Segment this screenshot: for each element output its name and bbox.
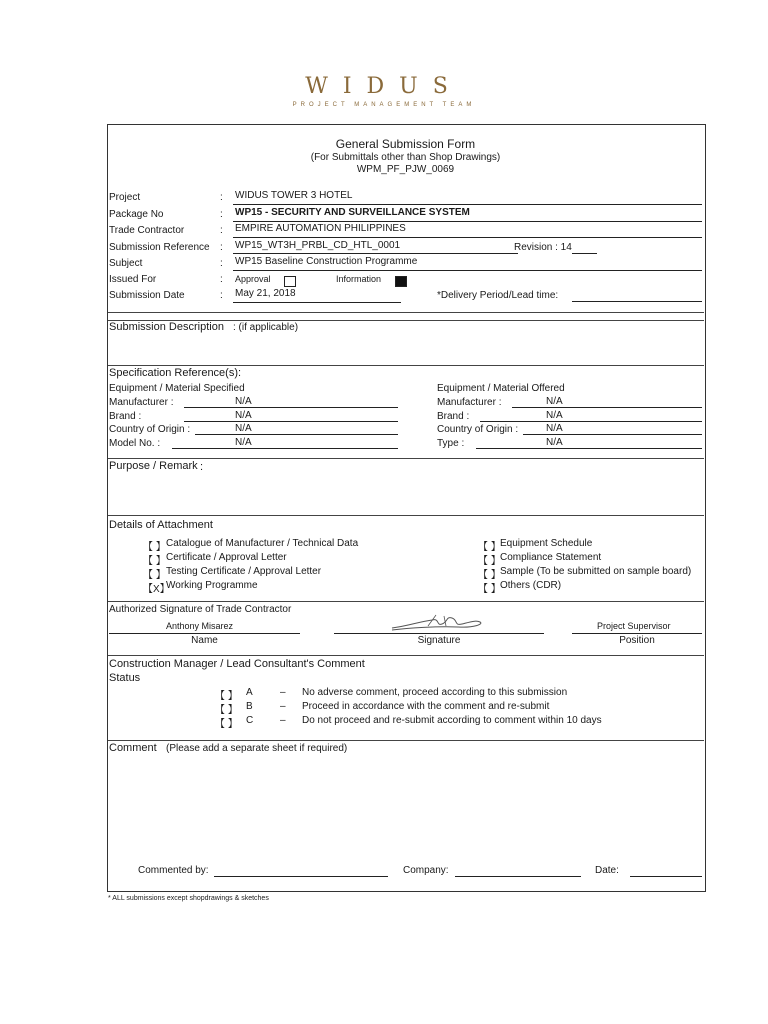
specified-brand-underline [184,421,398,422]
revision-label: Revision : 14 [514,242,572,253]
offered-title: Equipment / Material Offered [437,383,565,394]
name-label: Name [191,635,218,646]
offered-brand-underline [480,421,702,422]
specified-title: Equipment / Material Specified [109,383,245,394]
subject-colon: : [220,258,223,269]
subject-label: Subject [109,258,143,269]
specified-country-underline [195,434,398,435]
position-label: Position [619,635,655,646]
status-dash: – [280,715,286,726]
offered-brand-value: N/A [546,410,563,421]
purpose-label: Purpose / Remark [109,460,198,472]
subject-value: WP15 Baseline Construction Programme [235,256,418,267]
submission-date-value: May 21, 2018 [235,288,296,299]
submission-reference-underline [233,253,518,254]
issued-for-label: Issued For [109,274,157,285]
offered-manufacturer-value: N/A [546,396,563,407]
comment-label: Comment [109,742,157,754]
delivery-label: *Delivery Period/Lead time: [437,290,559,301]
status-dash: – [280,687,286,698]
form-title: General Submission Form [335,137,476,151]
submission-date-colon: : [220,290,223,301]
section-divider [108,312,704,313]
status-code: C [246,715,254,726]
specified-manufacturer-value: N/A [235,396,252,407]
status-checkbox[interactable]: 【 】 [215,705,238,716]
specified-brand-label: Brand : [109,411,142,422]
specified-manufacturer-underline [184,407,398,408]
project-underline [233,204,702,205]
logo-tagline: PROJECT MANAGEMENT TEAM [292,102,476,108]
section-divider [108,365,704,366]
attachment-heading: Details of Attachment [109,519,213,531]
offered-type-underline [476,448,702,449]
attachment-label: Catalogue of Manufacturer / Technical Data [166,538,359,549]
specification-heading: Specification Reference(s): [109,367,242,379]
section-divider [108,601,704,602]
handwritten-signature [388,612,488,634]
submission-description-note: : (if applicable) [233,322,299,333]
approval-checkbox[interactable] [284,276,296,287]
attachment-label: Others (CDR) [500,580,562,591]
consultant-heading: Construction Manager / Lead Consultant's Comment [109,658,365,670]
attachment-label: Certificate / Approval Letter [166,552,287,563]
footnote: * ALL submissions except shopdrawings & sketches [108,895,269,902]
attachment-label: Compliance Statement [500,552,602,563]
trade-contractor-label: Trade Contractor [109,225,185,236]
submission-reference-label: Submission Reference [109,242,210,253]
section-divider [108,515,704,516]
information-checkbox[interactable] [395,276,407,287]
contractor-name-value: Anthony Misarez [166,621,234,631]
offered-manufacturer-underline [512,407,702,408]
package-value: WP15 - SECURITY AND SURVEILLANCE SYSTEM [235,207,470,218]
date-label: Date: [595,865,619,876]
specified-manufacturer-label: Manufacturer : [109,397,174,408]
submission-date-label: Submission Date [109,290,185,301]
subject-underline [233,270,702,271]
specified-brand-value: N/A [235,410,252,421]
signature-label: Signature [417,635,461,646]
submission-reference-colon: : [220,242,223,253]
submission-date-underline [233,302,401,303]
position-underline [572,633,702,634]
section-divider [108,655,704,656]
status-checkbox[interactable]: 【 】 [215,719,238,730]
status-text: Proceed in accordance with the comment and re-submit [302,701,550,712]
trade-contractor-colon: : [220,225,223,236]
project-colon: : [220,192,223,203]
issued-for-colon: : [220,274,223,285]
form-subtitle: (For Submittals other than Shop Drawings) [310,152,501,163]
logo-wordmark: WIDUS [305,74,463,99]
attachment-checkbox[interactable]: 【 】 [478,570,501,581]
specified-country-label: Country of Origin : [109,424,191,435]
package-underline [233,221,702,222]
offered-brand-label: Brand : [437,411,470,422]
offered-type-label: Type : [437,438,465,449]
revision-underline [572,253,597,254]
name-underline [109,633,300,634]
specified-model-underline [172,448,398,449]
attachment-checkbox[interactable]: 【 】 [143,570,166,581]
project-label: Project [109,192,141,203]
commented-by-label: Commented by: [138,865,209,876]
date-underline[interactable] [630,876,702,877]
status-code: B [246,701,253,712]
package-colon: : [220,209,223,220]
specified-model-label: Model No. : [109,438,161,449]
purpose-colon: : [200,461,204,473]
information-label: Information [336,274,382,284]
commented-by-underline[interactable] [214,876,388,877]
company-underline[interactable] [455,876,581,877]
package-label: Package No [109,209,164,220]
offered-country-value: N/A [546,423,563,434]
offered-country-label: Country of Origin : [437,424,519,435]
attachment-label: Sample (To be submitted on sample board) [500,566,692,577]
specified-model-value: N/A [235,437,252,448]
attachment-checkbox[interactable]: 【 】 [478,556,501,567]
trade-contractor-underline [233,237,702,238]
attachment-checkbox[interactable]: 【 】 [143,556,166,567]
approval-label: Approval [235,274,271,284]
company-label: Company: [403,865,449,876]
section-divider [108,458,704,459]
attachment-label: Testing Certificate / Approval Letter [166,566,322,577]
status-text: No adverse comment, proceed according to this submission [302,687,568,698]
submission-description-label: Submission Description [109,321,224,333]
specified-country-value: N/A [235,423,252,434]
attachment-checkbox[interactable]: 【 】 [478,542,501,553]
submission-reference-value: WP15_WT3H_PRBL_CD_HTL_0001 [235,240,401,251]
delivery-underline [572,301,702,302]
attachment-checkbox[interactable]: 【 】 [478,584,501,595]
trade-contractor-value: EMPIRE AUTOMATION PHILIPPINES [235,223,406,234]
offered-country-underline [523,434,702,435]
attachment-label: Working Programme [166,580,258,591]
offered-manufacturer-label: Manufacturer : [437,397,502,408]
status-label: Status [109,672,141,684]
status-code: A [246,687,253,698]
status-text: Do not proceed and re-submit according to comment within 10 days [302,715,602,726]
status-dash: – [280,701,286,712]
section-divider [108,740,704,741]
attachment-label: Equipment Schedule [500,538,593,549]
status-checkbox[interactable]: 【 】 [215,691,238,702]
form-code: WPM_PF_PJW_0069 [356,164,455,175]
comment-note: (Please add a separate sheet if required) [166,743,348,754]
signature-underline [334,633,544,634]
position-value: Project Supervisor [597,621,671,631]
project-value: WIDUS TOWER 3 HOTEL [235,190,353,201]
attachment-checkbox[interactable]: 【X】 [143,584,170,595]
attachment-checkbox[interactable]: 【 】 [143,542,166,553]
offered-type-value: N/A [546,437,563,448]
form-frame [107,124,706,892]
signature-heading: Authorized Signature of Trade Contractor [109,604,292,615]
